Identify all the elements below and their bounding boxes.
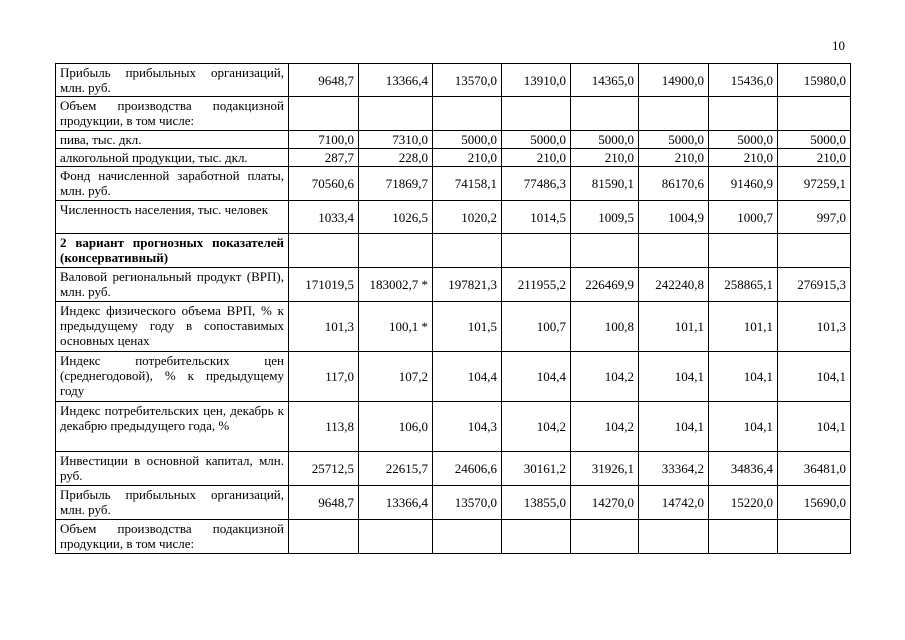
value-cell: 33364,2 [639, 452, 709, 486]
value-cell: 101,3 [289, 302, 359, 352]
value-cell [502, 97, 571, 131]
value-cell: 287,7 [289, 149, 359, 167]
value-cell: 1000,7 [709, 201, 778, 234]
value-cell: 117,0 [289, 352, 359, 402]
value-cell: 113,8 [289, 402, 359, 452]
value-cell: 81590,1 [571, 167, 639, 201]
value-cell: 228,0 [359, 149, 433, 167]
value-cell: 5000,0 [709, 131, 778, 149]
value-cell: 9648,7 [289, 64, 359, 97]
value-cell: 104,4 [433, 352, 502, 402]
table-row [56, 167, 851, 201]
table-row [56, 149, 851, 167]
value-cell: 1020,2 [433, 201, 502, 234]
value-cell: 14742,0 [639, 486, 709, 520]
table-row [56, 486, 851, 520]
value-cell: 210,0 [571, 149, 639, 167]
value-cell: 1026,5 [359, 201, 433, 234]
value-cell: 1004,9 [639, 201, 709, 234]
value-cell [289, 520, 359, 554]
value-cell: 104,1 [709, 402, 778, 452]
value-cell: 13570,0 [433, 486, 502, 520]
value-cell: 7310,0 [359, 131, 433, 149]
value-cell: 1033,4 [289, 201, 359, 234]
value-cell [502, 234, 571, 268]
value-cell [433, 520, 502, 554]
value-cell: 104,3 [433, 402, 502, 452]
value-cell: 5000,0 [778, 131, 851, 149]
value-cell: 104,1 [778, 352, 851, 402]
value-cell [778, 234, 851, 268]
value-cell: 91460,9 [709, 167, 778, 201]
value-cell: 15690,0 [778, 486, 851, 520]
value-cell: 22615,7 [359, 452, 433, 486]
value-cell: 70560,6 [289, 167, 359, 201]
value-cell: 13910,0 [502, 64, 571, 97]
value-cell: 210,0 [709, 149, 778, 167]
value-cell: 197821,3 [433, 268, 502, 302]
value-cell: 104,4 [502, 352, 571, 402]
value-cell: 104,2 [571, 402, 639, 452]
value-cell: 13855,0 [502, 486, 571, 520]
section-heading-cell: 2 вариант прогнозных показателей (консервативный) [56, 234, 289, 268]
value-cell: 100,8 [571, 302, 639, 352]
value-cell: 104,1 [639, 352, 709, 402]
table-row [56, 64, 851, 97]
value-cell [359, 520, 433, 554]
value-cell: 104,2 [502, 402, 571, 452]
value-cell: 24606,6 [433, 452, 502, 486]
value-cell: 9648,7 [289, 486, 359, 520]
table-row [56, 352, 851, 402]
table-row [56, 97, 851, 131]
row-label-cell: Прибыль прибыльных организаций, млн. руб. [56, 486, 289, 520]
table-row [56, 302, 851, 352]
value-cell: 210,0 [433, 149, 502, 167]
value-cell: 5000,0 [571, 131, 639, 149]
value-cell: 104,1 [778, 402, 851, 452]
table-row [56, 201, 851, 234]
value-cell [433, 97, 502, 131]
value-cell: 25712,5 [289, 452, 359, 486]
row-label-cell: Индекс потребительских цен, декабрь к декабрю предыдущего года, % [56, 402, 289, 452]
value-cell [359, 234, 433, 268]
value-cell: 242240,8 [639, 268, 709, 302]
value-cell: 100,7 [502, 302, 571, 352]
value-cell: 5000,0 [502, 131, 571, 149]
value-cell: 36481,0 [778, 452, 851, 486]
value-cell: 30161,2 [502, 452, 571, 486]
value-cell: 104,1 [639, 402, 709, 452]
value-cell: 276915,3 [778, 268, 851, 302]
value-cell: 1014,5 [502, 201, 571, 234]
value-cell: 13366,4 [359, 486, 433, 520]
value-cell: 71869,7 [359, 167, 433, 201]
value-cell [502, 520, 571, 554]
value-cell [571, 234, 639, 268]
table-row [56, 268, 851, 302]
value-cell: 74158,1 [433, 167, 502, 201]
value-cell: 183002,7 * [359, 268, 433, 302]
value-cell [709, 520, 778, 554]
forecast-table [55, 63, 851, 554]
value-cell [709, 234, 778, 268]
value-cell: 106,0 [359, 402, 433, 452]
value-cell: 104,2 [571, 352, 639, 402]
value-cell: 101,3 [778, 302, 851, 352]
value-cell [778, 97, 851, 131]
value-cell [359, 97, 433, 131]
value-cell [639, 520, 709, 554]
table-row [56, 234, 851, 268]
value-cell: 5000,0 [639, 131, 709, 149]
value-cell: 104,1 [709, 352, 778, 402]
value-cell: 101,5 [433, 302, 502, 352]
row-label-cell: Индекс физического объема ВРП, % к предыдущему году в сопоставимых основных ценах [56, 302, 289, 352]
value-cell: 5000,0 [433, 131, 502, 149]
value-cell [433, 234, 502, 268]
value-cell: 171019,5 [289, 268, 359, 302]
row-label-cell: пива, тыс. дкл. [56, 131, 289, 149]
row-label-cell: Фонд начисленной заработной платы, млн. руб. [56, 167, 289, 201]
value-cell [639, 234, 709, 268]
value-cell: 100,1 * [359, 302, 433, 352]
value-cell: 997,0 [778, 201, 851, 234]
value-cell: 1009,5 [571, 201, 639, 234]
value-cell: 15980,0 [778, 64, 851, 97]
value-cell: 77486,3 [502, 167, 571, 201]
value-cell: 226469,9 [571, 268, 639, 302]
value-cell [709, 97, 778, 131]
table-row [56, 402, 851, 452]
row-label-cell: Прибыль прибыльных организаций, млн. руб. [56, 64, 289, 97]
value-cell: 13570,0 [433, 64, 502, 97]
row-label-cell: Инвестиции в основной капитал, млн. руб. [56, 452, 289, 486]
value-cell: 210,0 [502, 149, 571, 167]
value-cell [289, 97, 359, 131]
table-row [56, 520, 851, 554]
row-label-cell: Индекс потребительских цен (среднегодовой), % к предыдущему году [56, 352, 289, 402]
value-cell: 14365,0 [571, 64, 639, 97]
value-cell: 211955,2 [502, 268, 571, 302]
value-cell: 258865,1 [709, 268, 778, 302]
value-cell: 15220,0 [709, 486, 778, 520]
value-cell [571, 97, 639, 131]
value-cell: 97259,1 [778, 167, 851, 201]
row-label-cell: Объем производства подакцизной продукции, в том числе: [56, 97, 289, 131]
value-cell: 86170,6 [639, 167, 709, 201]
value-cell: 210,0 [778, 149, 851, 167]
row-label-cell: Объем производства подакцизной продукции, в том числе: [56, 520, 289, 554]
table-row [56, 131, 851, 149]
value-cell: 107,2 [359, 352, 433, 402]
value-cell: 15436,0 [709, 64, 778, 97]
value-cell: 7100,0 [289, 131, 359, 149]
value-cell [639, 97, 709, 131]
value-cell [778, 520, 851, 554]
value-cell: 14270,0 [571, 486, 639, 520]
value-cell [571, 520, 639, 554]
row-label-cell: Численность населения, тыс. человек [56, 201, 289, 234]
table-row [56, 452, 851, 486]
value-cell [289, 234, 359, 268]
value-cell: 101,1 [639, 302, 709, 352]
value-cell: 101,1 [709, 302, 778, 352]
row-label-cell: Валовой региональный продукт (ВРП), млн. руб. [56, 268, 289, 302]
value-cell: 14900,0 [639, 64, 709, 97]
page-number: 10 [832, 38, 845, 53]
value-cell: 210,0 [639, 149, 709, 167]
row-label-cell: алкогольной продукции, тыс. дкл. [56, 149, 289, 167]
value-cell: 31926,1 [571, 452, 639, 486]
value-cell: 34836,4 [709, 452, 778, 486]
value-cell: 13366,4 [359, 64, 433, 97]
